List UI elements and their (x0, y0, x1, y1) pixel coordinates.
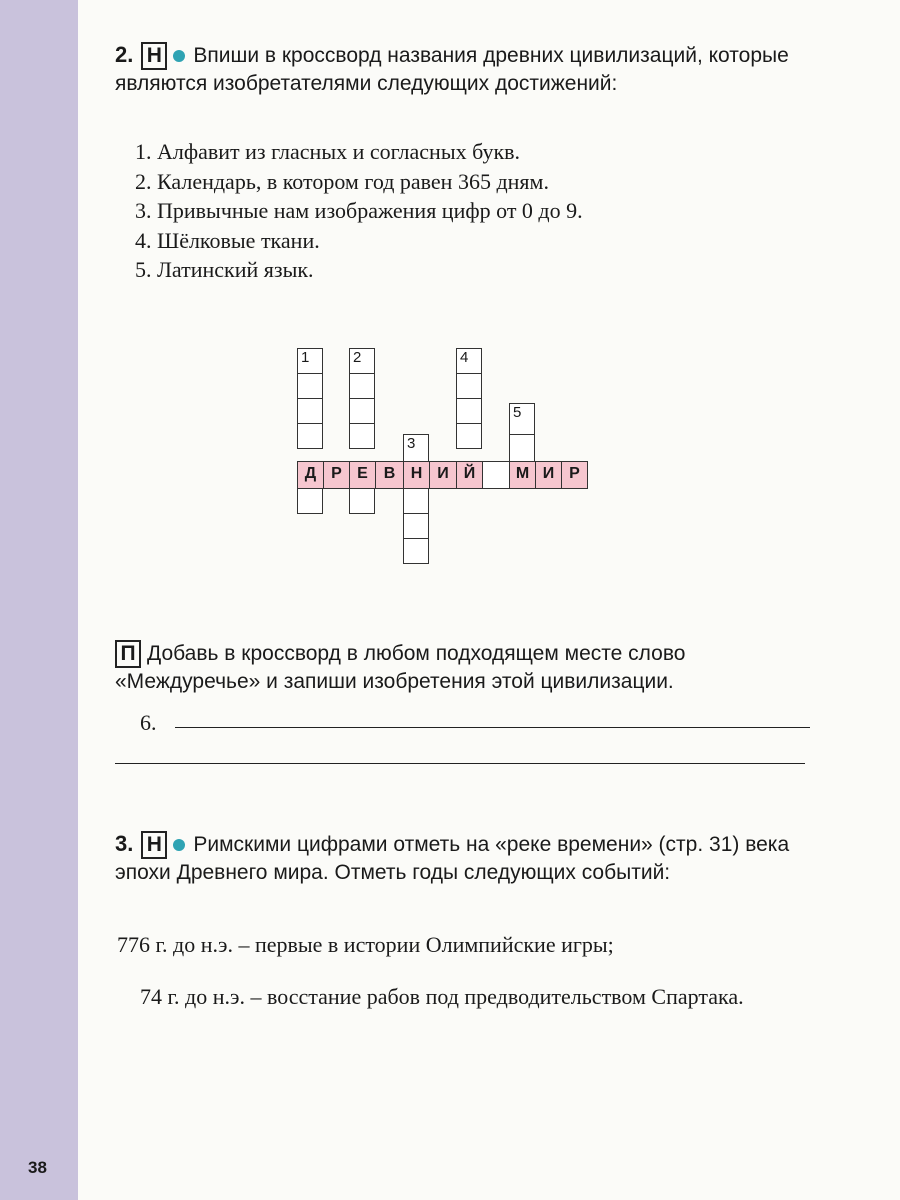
task-2-header (115, 41, 815, 97)
task-3-number: 3. (115, 831, 134, 856)
crossword-cell[interactable] (349, 423, 375, 449)
crossword-letter: Р (569, 465, 580, 482)
list-item: 5. Латинский язык. (135, 257, 314, 282)
crossword-cell[interactable] (535, 461, 562, 489)
task-2-level-badge: Н (141, 42, 167, 70)
crossword-cell[interactable] (297, 461, 324, 489)
crossword-letter: И (437, 465, 449, 482)
crossword-cell[interactable] (349, 398, 375, 424)
crossword-cell[interactable] (403, 461, 430, 489)
crossword-cell[interactable] (349, 488, 375, 514)
clue-number: 4 (460, 349, 469, 366)
crossword-cell[interactable] (509, 434, 535, 462)
crossword-cell[interactable] (297, 423, 323, 449)
crossword-cell[interactable] (349, 373, 375, 399)
crossword-cell[interactable] (456, 373, 482, 399)
crossword-cell[interactable] (349, 348, 375, 374)
crossword-cell[interactable] (429, 461, 457, 489)
crossword-cell[interactable] (509, 403, 535, 435)
task-3-bullet-icon (173, 839, 185, 851)
task-3-text: Римскими цифрами отметь на «реке времени» (стр. 31) века эпохи Древнего мира. Отметь годы следующих событий: (115, 833, 790, 884)
crossword-cell[interactable] (482, 461, 510, 489)
crossword-letter: Е (357, 465, 368, 482)
crossword-cell[interactable] (297, 398, 323, 424)
task-2-bullet-icon (173, 50, 185, 62)
crossword-cell[interactable] (509, 461, 536, 489)
list-item: 3. Привычные нам изображения цифр от 0 до 9. (135, 198, 583, 223)
crossword-cell[interactable] (297, 348, 323, 374)
crossword-cell[interactable] (349, 461, 376, 489)
task-3-header (115, 830, 815, 886)
crossword-cell[interactable] (403, 434, 429, 462)
clue-number: 3 (407, 435, 416, 452)
event-line: 74 г. до н.э. – восстание рабов под предводительством Спартака. (140, 984, 744, 1009)
crossword-cell[interactable] (323, 461, 350, 489)
crossword-cell[interactable] (456, 461, 483, 489)
crossword-cell[interactable] (403, 538, 429, 564)
answer-label: 6. (140, 710, 157, 735)
event-line: 776 г. до н.э. – первые в истории Олимпийские игры; (117, 932, 614, 957)
crossword-letter: И (542, 465, 555, 482)
task-3-level-badge: Н (141, 831, 167, 859)
answer-line[interactable] (175, 727, 810, 728)
crossword-letter: Н (410, 465, 423, 482)
crossword-cell[interactable] (375, 461, 404, 489)
extra-task (115, 640, 815, 695)
list-item: 2. Календарь, в котором год равен 365 дням. (135, 168, 549, 194)
crossword-letter: Р (331, 465, 342, 482)
crossword-cell[interactable] (297, 373, 323, 399)
list-item: 1. Алфавит из гласных и согласных букв. (135, 139, 521, 164)
task-2-text: Впиши в кроссворд названия древних цивилизаций, которые являются изобретателями следующих достижений: (115, 44, 789, 95)
crossword-cell[interactable] (403, 513, 429, 539)
crossword-letter: Й (463, 465, 476, 482)
clue-number: 2 (353, 349, 362, 366)
crossword-letter: В (383, 465, 396, 482)
crossword-cell[interactable] (456, 348, 482, 374)
page-number: 38 (28, 1158, 47, 1177)
extra-task-text: Добавь в кроссворд в любом подходящем месте слово «Междуречье» и запиши изобретения этой цивилизации. (115, 642, 686, 693)
task-2-number: 2. (115, 42, 134, 67)
answer-line[interactable] (115, 763, 805, 764)
page-margin-strip (0, 0, 78, 1200)
crossword-cell[interactable] (561, 461, 588, 489)
crossword-cell[interactable] (456, 423, 482, 449)
list-item: 4. Шёлковые ткани. (135, 227, 320, 253)
task-2-list (135, 137, 583, 285)
crossword-letter: М (515, 465, 530, 482)
crossword-letter: Д (304, 465, 317, 482)
crossword-cell[interactable] (456, 398, 482, 424)
crossword-cell[interactable] (297, 488, 323, 514)
extra-task-badge: П (115, 640, 141, 668)
clue-number: 5 (513, 404, 522, 421)
crossword-cell[interactable] (403, 488, 429, 514)
clue-number: 1 (301, 349, 310, 366)
